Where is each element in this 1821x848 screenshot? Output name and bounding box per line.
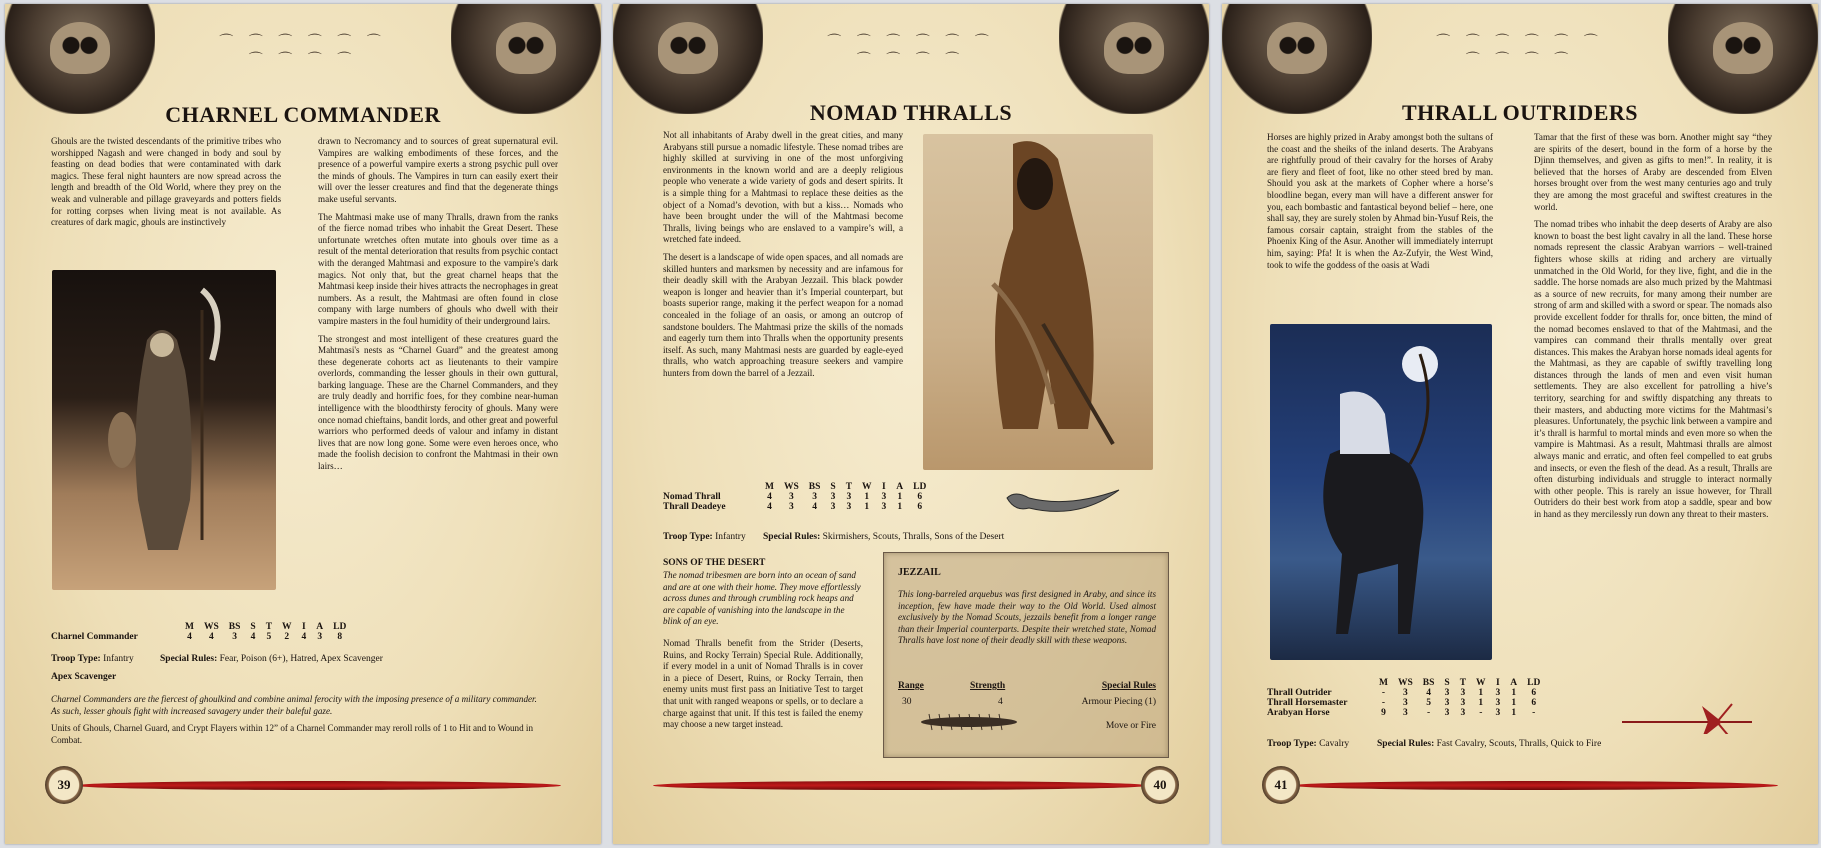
stat-value: 4 bbox=[767, 502, 772, 512]
stat-value: 3 bbox=[881, 492, 887, 502]
stat-header: M bbox=[185, 622, 194, 632]
troop-value: Infantry bbox=[103, 654, 134, 664]
table-row bbox=[1267, 698, 1545, 708]
stat-value: 1 bbox=[1511, 708, 1517, 718]
stat-header: LD bbox=[333, 622, 347, 632]
stat-value: - bbox=[1532, 708, 1536, 718]
stat-value: - bbox=[1381, 698, 1386, 708]
stat-header: T bbox=[845, 482, 853, 492]
unit-name: Nomad Thrall bbox=[663, 492, 721, 502]
stat-header: S bbox=[830, 482, 836, 492]
thrall-outrider-illustration bbox=[1270, 324, 1492, 660]
stat-header: M bbox=[1379, 678, 1388, 688]
special-rules bbox=[160, 654, 383, 664]
paragraph: The strongest and most intelligent of these creatures guard the Mahtmasi's nests as “Charnel Guard” and the greatest among these degenerate cohorts act as lieutenants to their vampire overlords, commanding the lesser ghouls in their own guttural, barking language. These are the Charnel Commanders, and they are truly deadly and horrific foes, for they combine near-human intelligence with the bloodthirsty ferocity of ghouls. Many were once nomad chieftains, bandit lords, and other great and powerful warriors who performed deeds of valour and infamy in distant lives that are now long gone. Some were even heroes once, who made the foolish decision to confront the Mahtmasi in their own lairs… bbox=[318, 333, 558, 472]
stat-value: 3 bbox=[1402, 698, 1408, 708]
strength-value: 4 bbox=[998, 697, 1003, 707]
troop-label: Troop Type: bbox=[1267, 739, 1317, 749]
table-row bbox=[663, 492, 931, 502]
stat-value: 3 bbox=[1460, 698, 1466, 708]
stat-value: 3 bbox=[1402, 708, 1408, 718]
unit-name: Thrall Deadeye bbox=[663, 502, 726, 512]
footer-bar bbox=[1292, 781, 1778, 790]
charnel-commander-illustration bbox=[52, 270, 276, 590]
rules-label: Special Rules: bbox=[1377, 739, 1435, 749]
table-row bbox=[663, 502, 931, 512]
footer-bar bbox=[653, 781, 1149, 790]
stat-value: 1 bbox=[1478, 688, 1484, 698]
paragraph: Horses are highly prized in Araby amongst both the sultans of the coast and the sheiks of the inland deserts. The Arabyans are rightfully proud of their cavalry for the horses of Araby are fiery and fleet of foot, like no other steed bred by man. Should you ask at the markets of Copher where a horse’s bloodline began, every man will have a different answer for you, each bombastic and fantastical beyond belief – here, one shall say, they are surely stolen by Ahmad bin-Yusuf Reis, the famous corsair captain, straight from the stables of the Phoenix King of the Asur. Another will immediately interrupt him, saying: Pfa! It is when the Az-Zufyir, the West Wind, took to wife the goddess of the oasis at Wadi bbox=[1267, 132, 1493, 270]
stat-value: 1 bbox=[1478, 698, 1484, 708]
stat-value: 3 bbox=[317, 632, 323, 642]
birds-ornament: ⌒ ⌒ ⌒ ⌒ ⌒ ⌒ ⌒ ⌒ ⌒ ⌒ bbox=[827, 35, 995, 68]
stat-header: A bbox=[896, 482, 904, 492]
page-41 bbox=[1222, 4, 1818, 844]
range-value: 30 bbox=[902, 697, 912, 707]
skull-ornament-left bbox=[5, 4, 155, 114]
weapon-flavor: This long-barreled arquebus was first designed in Araby, and since its inception, few have made their way to the Old World. Used almost exclusively by the Nomad Scouts, jezzails benefit from a longer range than their Imperial counterparts. Despite their wretched state, Nomad Thralls have lost none of their deadly skill with these weapons. bbox=[898, 589, 1156, 646]
stat-value: 6 bbox=[917, 502, 923, 512]
stat-header: W bbox=[862, 482, 872, 492]
troop-type bbox=[663, 532, 746, 542]
troop-label: Troop Type: bbox=[663, 532, 713, 542]
stat-header: A bbox=[1510, 678, 1518, 688]
stat-value: 3 bbox=[1495, 708, 1501, 718]
birds-ornament: ⌒ ⌒ ⌒ ⌒ ⌒ ⌒ ⌒ ⌒ ⌒ ⌒ bbox=[1436, 35, 1604, 68]
page-footer bbox=[45, 766, 571, 806]
rule-description bbox=[663, 570, 863, 737]
stat-header: A bbox=[316, 622, 324, 632]
troop-value: Cavalry bbox=[1319, 739, 1350, 749]
stat-value: 3 bbox=[812, 492, 817, 502]
stat-value: - bbox=[1426, 708, 1431, 718]
paragraph: The Mahtmasi make use of many Thralls, drawn from the ranks of the fierce nomad tribes who inhabit the Great Desert. These unfortunate wretches often mutate into ghouls over time as a result of the mental deterioration that results from psychic contact with the deranged Mahtmasi and exposure to the vampire's dark magics. Not only that, but the great charnel heaps that the Mahtmasi keep inside their hives attracts the necrophages in great numbers. As a result, the Mahtmasi are often found in close company with large numbers of ghouls who dwell with their vampire masters in the foul humidity of their underground lairs. bbox=[318, 211, 558, 326]
stat-value: 3 bbox=[1460, 688, 1466, 698]
stat-header: W bbox=[282, 622, 292, 632]
special-rules bbox=[1377, 739, 1601, 749]
stat-header: T bbox=[1459, 678, 1467, 688]
rule-flavor: The nomad tribesmen are born into an ocean of sand and are at one with their home. They move effortlessly across dunes and through crumbling rock heaps and are capable of vanishing into the landscape in the blink of an eye. bbox=[663, 570, 861, 627]
special-value: Armour Piecing (1) bbox=[1081, 697, 1156, 707]
rule-description bbox=[51, 694, 537, 752]
unit-name: Thrall Outrider bbox=[1267, 688, 1332, 698]
stat-value: 4 bbox=[250, 632, 256, 642]
stat-value: 3 bbox=[830, 502, 836, 512]
stat-value: 4 bbox=[1426, 688, 1431, 698]
stats-table bbox=[51, 622, 351, 642]
unit-name: Charnel Commander bbox=[51, 632, 138, 642]
unit-name: Arabyan Horse bbox=[1267, 708, 1330, 718]
page-title: CHARNEL COMMANDER bbox=[165, 102, 441, 127]
skull-ornament-right bbox=[1059, 4, 1209, 114]
troop-value: Infantry bbox=[715, 532, 746, 542]
skull-ornament-left bbox=[1222, 4, 1372, 114]
rule-text: Nomad Thralls benefit from the Strider (Deserts, Ruins, and Rocky Terrain) Special Rule. Additionally, if every model in a unit of Nomad Thralls is in cover in a piece of Desert, Ruins, or Rocky Terrain, then enemy units must first pass an Initiative Test to target that unit with ranged weapons or spells, or to declare a charge against that unit. If this test is failed the enemy may choose a new target instead. bbox=[663, 637, 863, 730]
troop-type bbox=[51, 654, 134, 664]
paragraph: The nomad tribes who inhabit the deep deserts of Araby are also known to boast the best light cavalry in all the land. These horse nomads represent the classic Arabyan warriors – well-trained fighters whose skills at riding and archery are virtually unmatched in the Old World, for they live, fight, and die in the saddle. The horse nomads are also much prized by the Mahtmasi as a source of new recruits, for many among their number are strong of arm and skilled with a sword or spear. The nomads also provide excellent fodder for thralls for, once bitten, the mind of the nomad becomes enslaved to that of the Mahtmasi, and the vampires can command their thralls mentally over great distances. This makes the Arabyan horse nomads ideal agents for the Mahtmasi, as they are capable of swiftly travelling long distances through the lands of men and even visit human settlements. They are also excellent for patrolling a hive’s territory, searching for and swiftly dispatching any threats to their masters, and abducting more victims for the Mahtmasi’s pleasures. Unfortunately, the psychic link between a vampire and it’s thrall is harmful to mortal minds and even more so when the vampire is Mahtmasi. As a result, Mahtmasi thralls are almost always manic and erratic, and often feel compelled to eat grubs and insects, or even the flesh of the dead. As a result, Thralls are often disturbing individuals and struggle to interact normally with other people. This is rarely an issue however, for Thrall Outriders do their best work from atop a saddle, spear and bow in hand as they mercilessly run down any threat to their masters. bbox=[1534, 219, 1772, 519]
paragraph: Ghouls are the twisted descendants of the primitive tribes who worshipped Nagash and were changed in body and soul by feasting on dead bodies that were contaminated with dark magics. These feral night haunters are now spread across the length and breadth of the Old World, where they prey on the weak and vulnerable and pillage graveyards and potters fields for rotting corpses when living meat is not available. As creatures of dark magic, ghouls are instinctively bbox=[51, 136, 281, 228]
stat-value: 1 bbox=[897, 492, 903, 502]
stat-value: 3 bbox=[788, 492, 794, 502]
dagger-illustration bbox=[1003, 488, 1123, 518]
stat-value: 4 bbox=[767, 492, 772, 502]
rule-flavor: Charnel Commanders are the fiercest of ghoulkind and combine animal ferocity with the imposing presence of a military commander. As such, lesser ghouls fight with increased savagery under their baleful gaze. bbox=[51, 694, 537, 716]
stat-value: 3 bbox=[232, 632, 237, 642]
page-40 bbox=[613, 4, 1209, 844]
stat-value: 3 bbox=[1444, 698, 1450, 708]
skull-ornament-left bbox=[613, 4, 763, 114]
stat-value: 3 bbox=[1495, 688, 1501, 698]
text-column-right bbox=[1534, 132, 1772, 527]
stat-value: 2 bbox=[284, 632, 290, 642]
page-title: NOMAD THRALLS bbox=[809, 100, 1013, 125]
stat-header: WS bbox=[203, 622, 219, 632]
jezzail-box bbox=[883, 552, 1169, 758]
stat-value: 3 bbox=[830, 492, 836, 502]
special-rules bbox=[763, 532, 1004, 542]
col-special: Special Rules bbox=[1101, 681, 1156, 691]
text-column-left bbox=[51, 136, 281, 235]
paragraph: Not all inhabitants of Araby dwell in the great cities, and many Arabyans still pursue a nomadic lifestyle. These nomad tribes are highly skilled at surviving in one of the most unforgiving environments in the known world and are a deeply religious people who venerate a wide variety of gods and desert spirits. It is a simple thing for a Mahtmasi to replace these deities as the object of a Nomad’s devotion, with but a kiss… Nomads who have been brought under the will of the Mahtmasi become Thralls, living beings who are enslaved to a vampire’s will, a wretched fate indeed. bbox=[663, 130, 903, 245]
stat-value: 3 bbox=[846, 502, 852, 512]
stat-value: 1 bbox=[1511, 698, 1517, 708]
page-number: 40 bbox=[1141, 766, 1179, 804]
stat-value: 6 bbox=[1531, 688, 1537, 698]
footer-bar bbox=[75, 781, 561, 790]
table-row bbox=[51, 632, 351, 642]
stat-header: I bbox=[882, 482, 886, 492]
stat-value: 1 bbox=[864, 502, 870, 512]
stat-header: I bbox=[302, 622, 306, 632]
table-row bbox=[1267, 708, 1545, 718]
stat-value: 3 bbox=[788, 502, 794, 512]
page-footer bbox=[1262, 766, 1788, 806]
paragraph: Tamar that the first of these was born. Another might say “they are spirits of the desert, bound in the form of a horse by the Djinn themselves, and given as gifts to men!”. In reality, it is believed that the horses of Araby are descended from Elven horses brought over from the west many centuries ago and truly they are among the most graceful and swiftest creatures in the world. bbox=[1534, 132, 1772, 212]
stat-header: S bbox=[250, 622, 256, 632]
rules-value: Fast Cavalry, Scouts, Thralls, Quick to Fire bbox=[1436, 739, 1602, 749]
stat-value: 4 bbox=[208, 632, 214, 642]
page-number: 39 bbox=[45, 766, 83, 804]
table-row bbox=[1267, 688, 1545, 698]
stat-header: S bbox=[1444, 678, 1450, 688]
col-range: Range bbox=[898, 681, 924, 691]
skull-ornament-right bbox=[451, 4, 601, 114]
page-39 bbox=[5, 4, 601, 844]
stat-header: WS bbox=[783, 482, 799, 492]
stat-value: 3 bbox=[1460, 708, 1466, 718]
birds-ornament: ⌒ ⌒ ⌒ ⌒ ⌒ ⌒ ⌒ ⌒ ⌒ ⌒ bbox=[219, 35, 387, 68]
stat-value: 4 bbox=[187, 632, 192, 642]
nomad-thrall-illustration bbox=[923, 134, 1153, 470]
stat-value: 3 bbox=[881, 502, 887, 512]
stat-header: T bbox=[265, 622, 273, 632]
stat-value: 5 bbox=[1426, 698, 1431, 708]
rules-label: Special Rules: bbox=[763, 532, 821, 542]
stats-table bbox=[1267, 678, 1545, 718]
text-column-right bbox=[318, 136, 558, 479]
stat-header: LD bbox=[913, 482, 927, 492]
col-strength: Strength bbox=[970, 681, 1006, 691]
stat-value: 4 bbox=[301, 632, 307, 642]
rule-text: Units of Ghouls, Charnel Guard, and Crypt Flayers within 12” of a Charnel Commander may reroll rolls of 1 to Hit and to Wound in Combat. bbox=[51, 723, 533, 745]
stat-header: BS bbox=[228, 622, 241, 632]
special-value-2: Move or Fire bbox=[1105, 721, 1156, 731]
paragraph: The desert is a landscape of wide open spaces, and all nomads are skilled hunters and marksmen by necessity and are infamous for their deadly skill with the Arabyan Jezzail. This black powder weapon is longer and heavier than it’s Imperial counterpart, but boasts superior range, making it the perfect weapon for a nomad concealed in the foliage of an oasis, or among an outcrop of sandstone boulders. The Mahtmasi prize the skills of the nomads and eagerly turn them into Thralls when the opportunity presents itself. As such, many Mahtmasi nests are guarded by eagle-eyed thralls, who watch approaching treasure seekers and vampire hunters from down the barrel of a Jezzail. bbox=[663, 251, 903, 378]
stat-header: WS bbox=[1397, 678, 1413, 688]
centipede-illustration bbox=[914, 709, 1024, 735]
weapon-title: JEZZAIL bbox=[898, 567, 941, 578]
stat-header: W bbox=[1476, 678, 1486, 688]
rules-label: Special Rules: bbox=[160, 654, 218, 664]
stat-header: M bbox=[765, 482, 774, 492]
stat-value: 1 bbox=[864, 492, 870, 502]
spear-illustration bbox=[1622, 684, 1752, 734]
stat-value: 3 bbox=[1495, 698, 1501, 708]
text-column-left bbox=[1267, 132, 1493, 277]
stat-value: 6 bbox=[1531, 698, 1537, 708]
stat-value: 5 bbox=[266, 632, 272, 642]
skull-ornament-right bbox=[1668, 4, 1818, 114]
stat-value: 9 bbox=[1381, 708, 1386, 718]
stat-header: BS bbox=[1422, 678, 1435, 688]
page-number: 41 bbox=[1262, 766, 1300, 804]
stat-value: 3 bbox=[846, 492, 852, 502]
rule-title: Apex Scavenger bbox=[51, 672, 117, 682]
page-footer bbox=[653, 766, 1179, 806]
stat-value: 1 bbox=[1511, 688, 1517, 698]
stat-value: 6 bbox=[917, 492, 923, 502]
stat-value: - bbox=[1381, 688, 1386, 698]
stat-value: 3 bbox=[1444, 708, 1450, 718]
stat-header: LD bbox=[1527, 678, 1541, 688]
stats-table bbox=[663, 482, 931, 512]
rules-value: Skirmishers, Scouts, Thralls, Sons of the Desert bbox=[822, 532, 1005, 542]
stat-value: 3 bbox=[1444, 688, 1450, 698]
rules-value: Fear, Poison (6+), Hatred, Apex Scavenger bbox=[219, 654, 383, 664]
stat-value: 8 bbox=[337, 632, 343, 642]
rule-title: SONS OF THE DESERT bbox=[663, 558, 766, 568]
stat-header: BS bbox=[808, 482, 821, 492]
paragraph: drawn to Necromancy and to sources of great supernatural evil. Vampires are walking embodiments of these forces, and the presence of a powerful vampire exerts a strong psychic pull over the minds of ghouls. The Vampires in turn can easily exert their will over the lesser creatures and find that the degenerate things make useful servants. bbox=[318, 136, 558, 204]
troop-type bbox=[1267, 739, 1349, 749]
unit-name: Thrall Horsemaster bbox=[1267, 698, 1348, 708]
stat-value: - bbox=[1479, 708, 1483, 718]
stat-value: 3 bbox=[1402, 688, 1408, 698]
stat-value: 1 bbox=[897, 502, 903, 512]
text-column-left bbox=[663, 130, 903, 385]
page-title: THRALL OUTRIDERS bbox=[1401, 100, 1638, 125]
troop-label: Troop Type: bbox=[51, 654, 101, 664]
stat-value: 4 bbox=[812, 502, 817, 512]
stat-header: I bbox=[1496, 678, 1500, 688]
